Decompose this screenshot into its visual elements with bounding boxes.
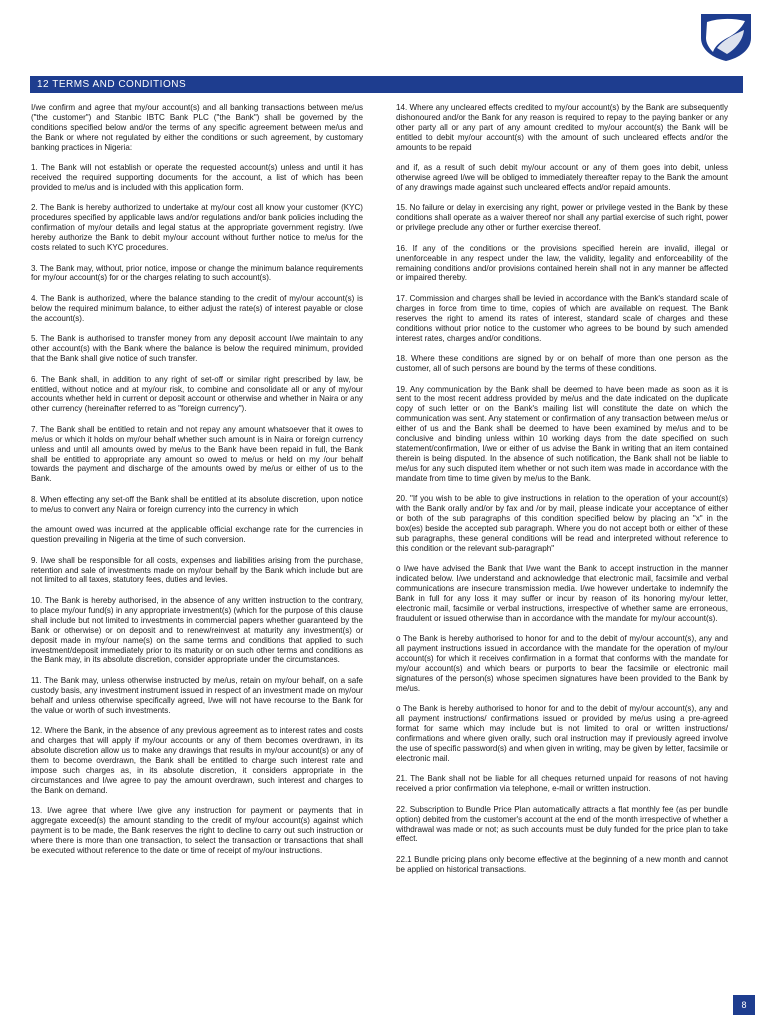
clause-paragraph: 5. The Bank is authorised to transfer money from any deposit account I/we maintain to any other account(s) with the Bank where the balance is below the required minimum, provided that the Bank shall give notice of such transfer. <box>31 334 363 364</box>
clause-paragraph: 9. I/we shall be responsible for all costs, expenses and liabilities arising from the purchase, retention and sale of investments made on my/our behalf by the Bank which include but are not limited to all taxes, statutory fees, duties and levies. <box>31 555 363 585</box>
clause-paragraph: o The Bank is hereby authorised to honor for and to the debit of my/our account(s), any and all payment instructions issued in accordance with the mandate for the operation of my/our account(s) for which it receives confirmation in a format that conforms with the mandate for my/our account(s) and which bears or purports to bear the facsimile or electronic mail signatures of the person(s) whose specimen signatures have been provided to the Bank by me/us. <box>396 634 728 693</box>
clause-paragraph: 12. Where the Bank, in the absence of any previous agreement as to interest rates and costs and charges that will apply if my/our accounts or any of them becomes overdrawn, in its absolute discretion allow us to make any drawings that results in my/our account(s) or any of them to become overdrawn, the Bank shall be entitled to charge such interest rate and impose such charges as, in its absolute discretion, it considers appropriate in the circumstances and I/we agree to pay the amount overdrawn, such interest and charges to the Bank on demand. <box>31 726 363 795</box>
clause-paragraph: 2. The Bank is hereby authorized to undertake at my/our cost all know your customer (KYC) procedures specified by applicable laws and/or regulations and/or bank policies including the confirmation of my/our details and legal status at the appropriate government registry. I/we hereby authorize the Bank to debit my/our account without further notice to me/us for the costs related to such KYC procedures. <box>31 203 363 253</box>
clause-paragraph: 15. No failure or delay in exercising any right, power or privilege vested in the Bank by these conditions shall operate as a waiver thereof nor shall any partial exercise of such right, power or privilege preclude any other or further exercise thereof. <box>396 203 728 233</box>
clause-paragraph: 22.1 Bundle pricing plans only become effective at the beginning of a new month and cannot be applied on historical transactions. <box>396 854 728 874</box>
clause-paragraph: 21. The Bank shall not be liable for all cheques returned unpaid for reasons of not having received a prior confirmation via telephone, e-mail or written instruction. <box>396 774 728 794</box>
page-number: 8 <box>733 995 755 1015</box>
clause-paragraph: 7. The Bank shall be entitled to retain and not repay any amount whatsoever that it owes to me/us or which it holds on my/our behalf whether such amount is in Naira or foreign currency unless and until all amounts owed by me/us to the Bank have been repaid in full, the Bank shall be entitled to appropriate any amount so owed to me/us or held on my /our behalf towards the payment and discharge of the amounts owed by me/us or either of us to the Bank. <box>31 424 363 484</box>
clause-paragraph: 20. "If you wish to be able to give instructions in relation to the operation of your account(s) with the Bank orally and/or by fax and /or by mail, please indicate your acceptance of either or both of the sub paragraphs of this condition specified below by placing an "x" in the box(es) beside the accepted sub paragraph. Where you do not accept both or either of these sub paragraphs, these general conditions will be read and interpreted without reference to this condition or the relevant sub-paragraph" <box>396 494 728 553</box>
clause-paragraph: 8. When effecting any set-off the Bank shall be entitled at its absolute discretion, upon notice to me/us to convert any Naira or foreign currency into the currency in which <box>31 494 363 514</box>
clause-paragraph: 1. The Bank will not establish or operate the requested account(s) unless and until it has received the required supporting documents for the account, a list of which has been provided to me/us and is included with this application form. <box>31 163 363 192</box>
clause-paragraph: 17. Commission and charges shall be levied in accordance with the Bank's standard scale of charges in force from time to time, copies of which are available on request. The Bank reserves the right to amend its rates of interest, standard scale of charges and these conditions without prior notice to the customer who agrees to be bound by such amended interest rates, charges and/or conditions. <box>396 293 728 343</box>
standard-bank-shield-icon <box>697 12 755 62</box>
clause-paragraph: 11. The Bank may, unless otherwise instructed by me/us, retain on my/our behalf, on a safe custody basis, any investment instrument issued in respect of an investment made on my/our behalf and unless otherwise specifically agreed, I/we will not have recourse to the Bank for the value or worth of such investments. <box>31 675 363 715</box>
terms-left-column <box>31 103 363 866</box>
clause-paragraph: 19. Any communication by the Bank shall be deemed to have been made as soon as it is sent to the most recent address provided by me/us and the date indicated on the duplicate copy of such letter or on the Bank's mailing list will constitute the date on which the communication was sent. Any statement or confirmation of any transaction between me/us or either of us and the Bank shall be deemed to have been examined by me/us and to be conclusive and binding unless within 10 working days from the date specified on such statement/confirmation, I/we or either of us advise the Bank in writing that an item contained therein is being disputed. In the absence of such notification, the Bank shall not be liable to me/us for any such disputed item whether or not such item was made in accordance with the mandate from time to time given by me/us to the Bank. <box>396 384 728 483</box>
clause-paragraph: 14. Where any uncleared effects credited to my/our account(s) by the Bank are subsequently dishonoured and/or the Bank for any reason is required to repay to the paying banker or any other party all or any part of any amount credited to my/our account(s) the Bank will be entitled to debit my/our account(s) with the amount of such uncleared effects and/or the amounts to be repaid <box>396 103 728 152</box>
clause-paragraph: 6. The Bank shall, in addition to any right of set-off or similar right prescribed by law, be entitled, without notice and at my/our risk, to combine and consolidate all or any of my/our accounts whether held in current or deposit account or otherwise and whether in Naira or any other currency (hereinafter referred to as "foreign currency"). <box>31 374 363 414</box>
clause-paragraph: o The Bank is hereby authorised to honor for and to the debit of my/our account(s), any and all payment instructions/ confirmations issued or provided by me/us using a pre-agreed format for same which may include but is not limited to oral or written instructions/ confirmations and where given orally, such oral instruction may if previously agreed involve the use of specific password(s) and when given in writing, may be given by letter, facsimile or electronic mail. <box>396 704 728 763</box>
clause-paragraph: o I/we have advised the Bank that I/we want the Bank to accept instruction in the manner indicated below. I/we understand and acknowledge that electronic mail, facsimile and verbal communications are insecure transmission media. I/we however undertake to indemnify the Bank in full for any loss it may suffer or incur by reason of its honoring my/our letter, electronic mail, facsimile or verbal instructions, irrespective of whether same are erroneous, fraudulent or issued otherwise than in accordance with the mandate for my/our account(s). <box>396 564 728 623</box>
clause-paragraph: 10. The Bank is hereby authorised, in the absence of any written instruction to the contrary, to place my/our fund(s) in any appropriate investment(s) (which for the purpose of this clause shall include but not limited to investments in commercial papers whether guaranteed by the Bank or otherwise) or on deposit and to renew/reinvest at maturity any investment(s) or deposit made in my/our name(s) on the same terms and conditions that applied to such investment/deposit immediately prior to its maturity or on such other terms and conditions as the Bank may, in its absolute discretion, consider appropriate under the circumstances. <box>31 595 363 665</box>
clause-paragraph: and if, as a result of such debit my/our account or any of them goes into debit, unless otherwise agreed I/we will be obliged to immediately thereafter repay to the Bank the amount of any drawings made against such uncleared effects and/or repaid amounts. <box>396 163 728 192</box>
clause-paragraph: 16. If any of the conditions or the provisions specified herein are invalid, illegal or unenforceable in any respect under the law, the validity, legality and enforceability of the remaining conditions and/or provisions contained herein shall not in any manner be affected or impaired thereby. <box>396 243 728 283</box>
clause-paragraph: I/we confirm and agree that my/our account(s) and all banking transactions between me/us ("the customer") and Stanbic IBTC Bank PLC ("the Bank") shall be governed by the conditions specified below and/or the terms of any specific agreement between me/us and the Bank or where not regulated by either the conditions or such agreement, by customary banking practices in Nigeria: <box>31 103 363 152</box>
clause-paragraph: the amount owed was incurred at the applicable official exchange rate for the currencies in question prevailing in Nigeria at the time of such conversion. <box>31 525 363 545</box>
clause-paragraph: 18. Where these conditions are signed by or on behalf of more than one person as the customer, all of such persons are bound by the terms of these conditions. <box>396 354 728 373</box>
bank-logo <box>697 12 755 62</box>
clause-paragraph: 4. The Bank is authorized, where the balance standing to the credit of my/our account(s) is below the required minimum balance, to either adjust the rate(s) of interest payable or close the account(s). <box>31 293 363 323</box>
clause-paragraph: 22. Subscription to Bundle Price Plan automatically attracts a flat monthly fee (as per bundle option) debited from the customer's account at the end of the month irrespective of whether a withdrawal was made or not; as such accounts must be duly funded for the price plan to take effect. <box>396 804 728 844</box>
clause-paragraph: 13. I/we agree that where I/we give any instruction for payment or payments that in aggregate exceed(s) the amount standing to the credit of my/our account(s) against which payment is to be made, the Bank reserves the right to decline to carry out such instruction or where there is more than one transaction, to select the transaction or transactions that shall be executed without reference to the date or time of receipt of my/our instructions. <box>31 806 363 855</box>
clause-paragraph: 3. The Bank may, without, prior notice, impose or change the minimum balance requirements for my/our account(s) for or the charges relating to such account(s). <box>31 263 363 283</box>
terms-right-column <box>396 103 728 885</box>
section-title: 12 TERMS AND CONDITIONS <box>37 79 187 90</box>
